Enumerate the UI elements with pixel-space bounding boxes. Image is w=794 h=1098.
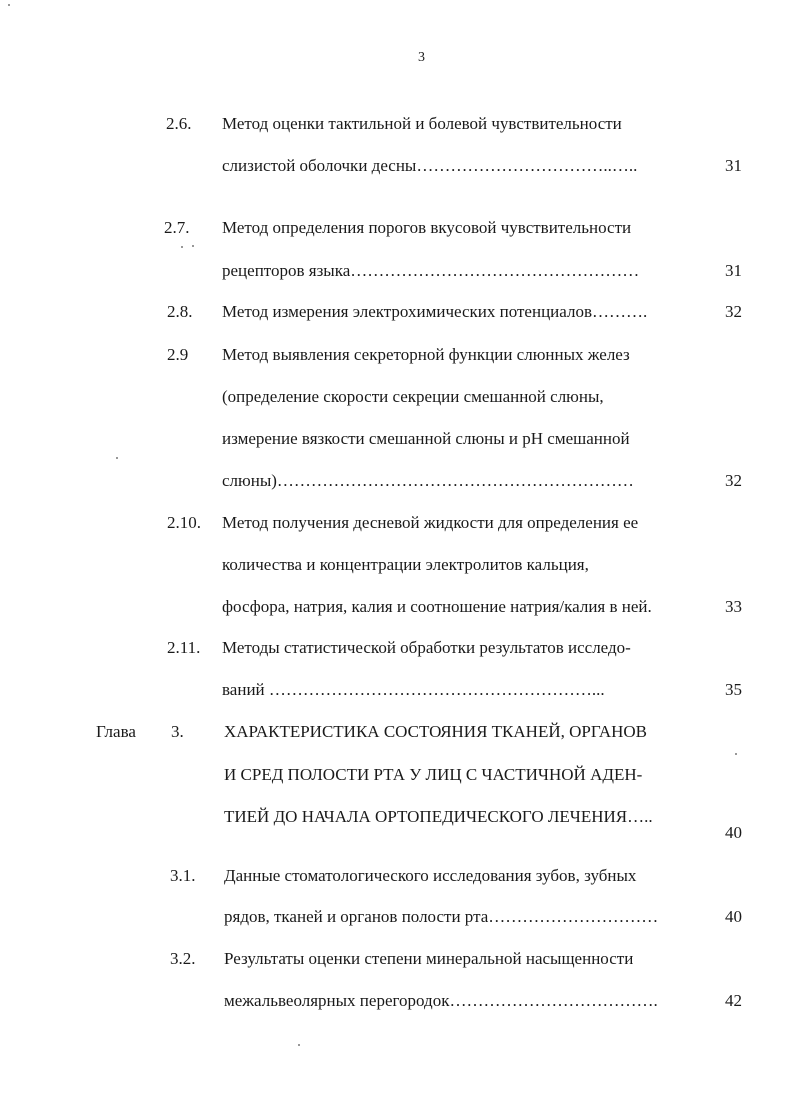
toc-line: Метод измерения электрохимических потенциалов………. <box>222 302 648 321</box>
toc-line: Метод получения десневой жидкости для определения ее <box>222 513 639 532</box>
toc-num-2-10: 2.10. <box>167 513 201 532</box>
scan-speck <box>8 4 10 6</box>
toc-page: 40 <box>725 823 742 842</box>
chapter-title-line: ХАРАКТЕРИСТИКА СОСТОЯНИЯ ТКАНЕЙ, ОРГАНОВ <box>224 722 647 741</box>
toc-line: количества и концентрации электролитов кальция, <box>222 555 589 574</box>
scan-speck <box>181 246 183 248</box>
toc-line: Метод выявления секреторной функции слюнных желез <box>222 345 630 364</box>
scan-speck <box>116 457 118 459</box>
toc-line: ваний …………………………………………………... <box>222 680 605 699</box>
toc-num-2-8: 2.8. <box>167 302 193 321</box>
toc-num-2-6: 2.6. <box>166 114 192 133</box>
scan-speck <box>735 753 737 755</box>
toc-num-3-2: 3.2. <box>170 949 196 968</box>
toc-num-3-1: 3.1. <box>170 866 196 885</box>
toc-line: слюны)……………………………………………………… <box>222 471 634 490</box>
toc-line: межальвеолярных перегородок………………………………. <box>224 991 658 1010</box>
toc-page: 32 <box>725 471 742 490</box>
toc-line: (определение скорости секреции смешанной слюны, <box>222 387 604 406</box>
toc-line: Результаты оценки степени минеральной насыщенности <box>224 949 634 968</box>
toc-page: 40 <box>725 907 742 926</box>
toc-page: 33 <box>725 597 742 616</box>
toc-page: 42 <box>725 991 742 1010</box>
chapter-title-line: И СРЕД ПОЛОСТИ РТА У ЛИЦ С ЧАСТИЧНОЙ АДЕН- <box>224 765 643 784</box>
toc-num-2-9: 2.9 <box>167 345 189 364</box>
toc-line: Метод оценки тактильной и болевой чувствительности <box>222 114 622 133</box>
toc-num-3: 3. <box>171 722 184 741</box>
chapter-title-line: ТИЕЙ ДО НАЧАЛА ОРТОПЕДИЧЕСКОГО ЛЕЧЕНИЯ….. <box>224 807 653 826</box>
toc-line: Методы статистической обработки результатов исследо- <box>222 638 631 657</box>
toc-num-2-11: 2.11. <box>167 638 201 657</box>
toc-page: 32 <box>725 302 742 321</box>
toc-line: фосфора, натрия, калия и соотношение натрия/калия в ней. <box>222 597 652 616</box>
toc-page: 31 <box>725 156 742 175</box>
toc-page: 31 <box>725 261 742 280</box>
toc-line: измерение вязкости смешанной слюны и pH смешанной <box>222 429 630 448</box>
page-number: 3 <box>418 50 425 65</box>
scan-speck <box>298 1044 300 1046</box>
toc-line: рецепторов языка…………………………………………… <box>222 261 640 280</box>
toc-page: 35 <box>725 680 742 699</box>
scan-speck <box>192 245 194 247</box>
toc-line: Данные стоматологического исследования зубов, зубных <box>224 866 637 885</box>
toc-line: слизистой оболочки десны……………………………..….. <box>222 156 638 175</box>
toc-line: Метод определения порогов вкусовой чувствительности <box>222 218 632 237</box>
toc-line: рядов, тканей и органов полости рта………………………… <box>224 907 659 926</box>
toc-num-2-7: 2.7. <box>164 218 190 237</box>
chapter-label: Глава <box>96 722 136 741</box>
